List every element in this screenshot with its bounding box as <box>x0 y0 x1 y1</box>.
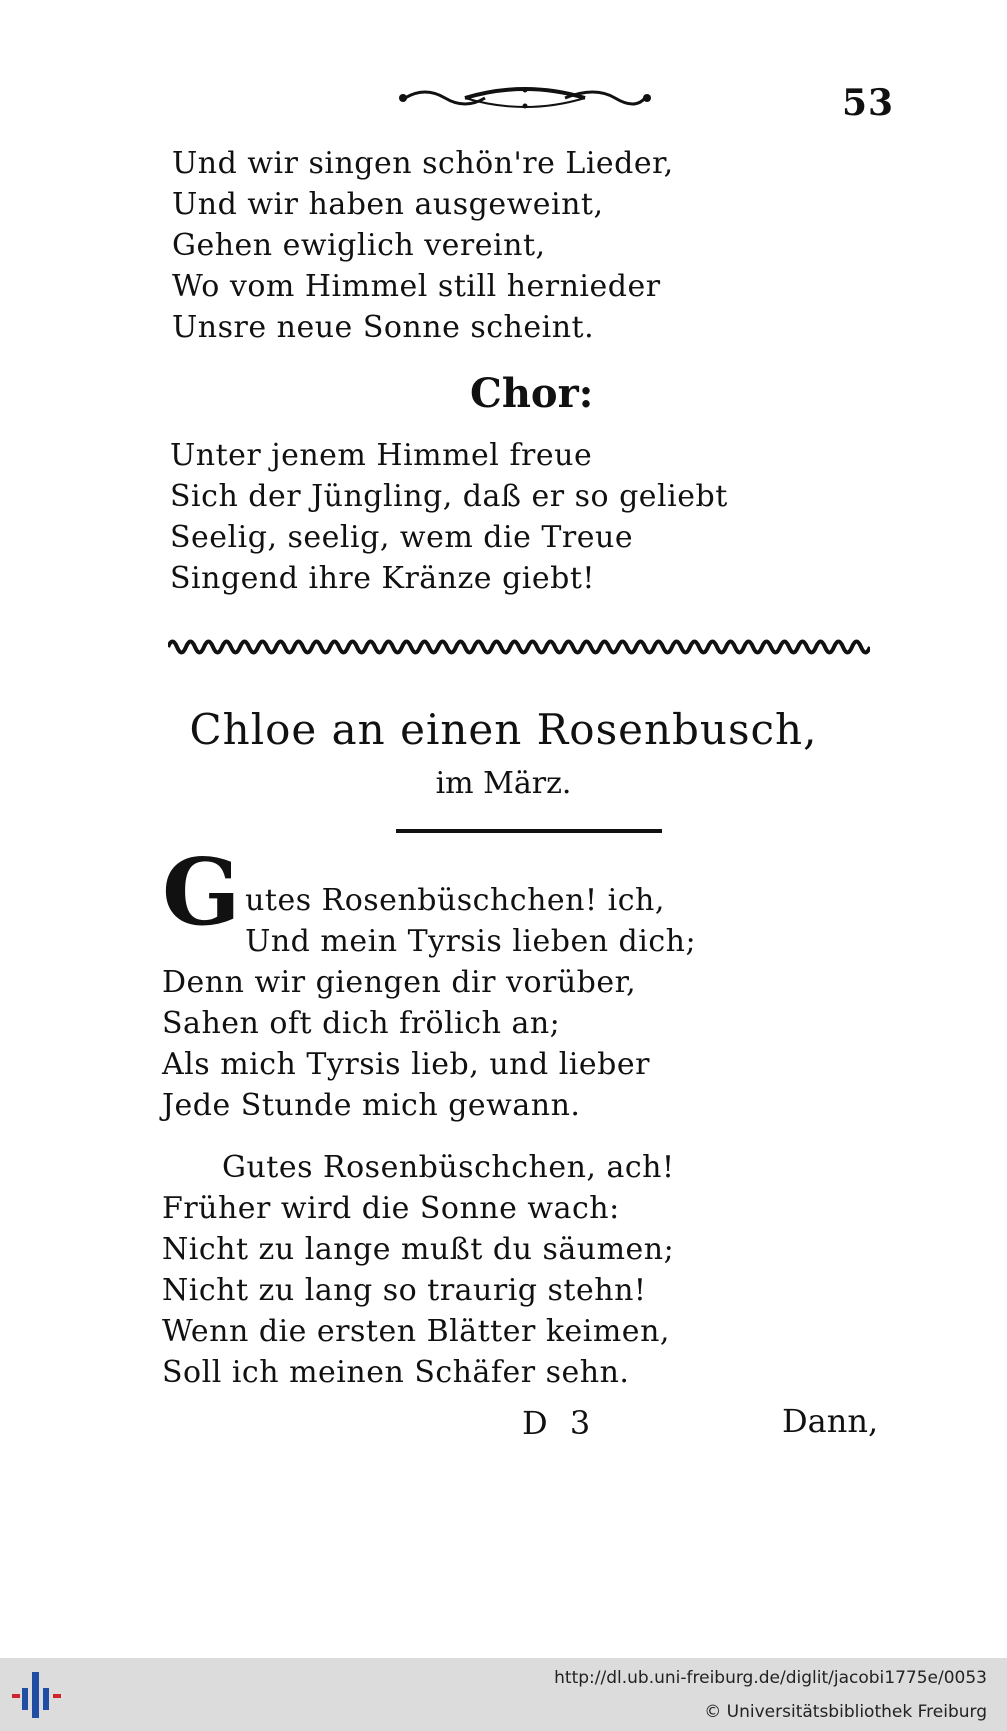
verse-line: Seelig, seelig, wem die Treue <box>170 520 634 555</box>
verse-line: Und mein Tyrsis lieben dich; <box>245 924 697 959</box>
verse-line: Gehen ewiglich vereint, <box>172 228 546 263</box>
page-number: 53 <box>842 82 895 124</box>
verse-line: Und wir singen schön're Lieder, <box>172 146 674 181</box>
library-logo-icon[interactable] <box>12 1668 64 1722</box>
footer-bar <box>0 1658 1007 1731</box>
verse-line: Unsre neue Sonne scheint. <box>172 310 595 345</box>
catchword: Dann, <box>782 1402 879 1440</box>
verse-line: Wo vom Himmel still hernieder <box>172 269 661 304</box>
verse-line: Und wir haben ausgeweint, <box>172 187 604 222</box>
drop-cap: G <box>162 838 242 946</box>
verse-line: Nicht zu lange mußt du säumen; <box>162 1232 675 1267</box>
poem2-stanza-2 <box>162 1147 675 1393</box>
verse-line: Jede Stunde mich gewann. <box>162 1088 581 1123</box>
verse-line: Wenn die ersten Blätter keimen, <box>162 1314 670 1349</box>
poem-title: Chloe an einen Rosenbusch, <box>189 705 818 754</box>
verse-line: Denn wir giengen dir vorüber, <box>162 965 637 1000</box>
chorus-stanza <box>170 435 728 599</box>
poem2-stanza-1 <box>162 838 697 1126</box>
poem-subtitle: im März. <box>435 766 572 801</box>
top-ornament <box>395 78 655 118</box>
verse-line: Sahen oft dich frölich an; <box>162 1006 561 1041</box>
title-rule <box>396 829 662 833</box>
wave-divider <box>168 632 870 662</box>
verse-line: Nicht zu lang so traurig stehn! <box>162 1273 647 1308</box>
verse-line: Gutes Rosenbüschchen, ach! <box>222 1150 675 1185</box>
verse-line: Soll ich meinen Schäfer sehn. <box>162 1355 630 1390</box>
poem1-ending-stanza <box>172 143 674 348</box>
footer-copyright: © Universitätsbibliothek Freiburg <box>704 1702 987 1722</box>
verse-line: utes Rosenbüschchen! ich, <box>245 883 665 918</box>
verse-line: Singend ihre Kränze giebt! <box>170 561 595 596</box>
verse-line: Unter jenem Himmel freue <box>170 438 593 473</box>
verse-line: Als mich Tyrsis lieb, und lieber <box>162 1047 650 1082</box>
verse-line: Früher wird die Sonne wach: <box>162 1191 620 1226</box>
signature-mark: D 3 <box>522 1404 597 1442</box>
footer-url-link[interactable]: http://dl.ub.uni-freiburg.de/diglit/jacobi1775e/0053 <box>554 1668 987 1688</box>
verse-line: Sich der Jüngling, daß er so geliebt <box>170 479 728 514</box>
chorus-heading: Chor: <box>470 370 594 417</box>
